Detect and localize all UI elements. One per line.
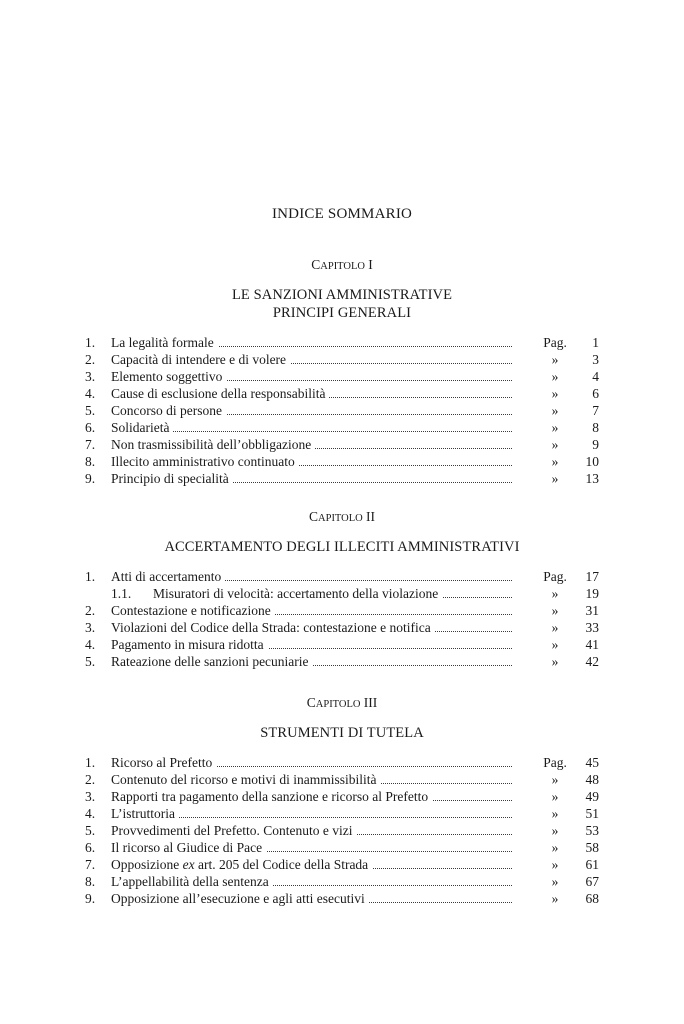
page-number: 61 [585,857,599,872]
page-number: 9 [592,437,599,452]
entry-title [111,857,372,872]
page-marker: » [551,772,559,787]
entry-title-emphasis: ex [182,857,195,872]
entry-title-text: La legalità formale [111,335,214,350]
toc-entry [85,653,599,670]
entry-text-wrap [111,822,512,839]
entry-title-text: Opposizione all’esecuzione e agli atti esecutivi [111,891,365,906]
entry-title [111,352,290,367]
entry-title-text: Contenuto del ricorso e motivi di inammissibilità [111,772,377,787]
page-number: 68 [585,891,599,906]
chapter-title: STRUMENTI DI TUTELA [260,725,424,741]
entry-number: 5. [85,654,96,669]
page-marker: » [551,603,559,618]
entry-text-wrap [111,602,512,619]
toc-entry [85,585,599,602]
page-number: 13 [585,471,599,486]
entry-title-text: Concorso di persone [111,403,222,418]
entry-number: 2. [85,603,96,618]
page-number: 53 [585,823,599,838]
page-marker: » [551,857,559,872]
toc-entry [85,385,599,402]
entry-text-wrap [111,839,512,856]
entry-title-text: Cause di esclusione della responsabilità [111,386,326,401]
entry-text-wrap [111,402,512,419]
toc-entry [85,771,599,788]
page-number: 17 [585,569,599,584]
entry-title [111,569,225,584]
entry-text-wrap [111,788,512,805]
entry-title-text: Capacità di intendere e di volere [111,352,287,367]
entry-title [111,620,435,635]
toc-entry [85,619,599,636]
entry-number: 3. [85,789,96,804]
entry-number: 3. [85,369,96,384]
entry-title-text: Pagamento in misura ridotta [111,637,264,652]
toc-entry [85,822,599,839]
entry-title-part: art. 205 del Codice della Strada [194,857,369,872]
page-number: 10 [585,454,599,469]
entry-title-text: Contestazione e notificazione [111,603,271,618]
toc-entry [85,856,599,873]
entry-text-wrap [111,856,512,873]
page-marker: » [551,789,559,804]
entry-text-wrap [111,619,512,636]
page-marker: Pag. [543,755,567,770]
page-marker: » [551,420,559,435]
entry-number: 8. [85,454,96,469]
page-marker: » [551,386,559,401]
entry-title [111,874,273,889]
entry-title-text: Rateazione delle sanzioni pecuniarie [111,654,309,669]
entry-text-wrap [111,453,512,470]
toc-entry [85,754,599,771]
entry-number: 7. [85,857,96,872]
entry-text-wrap [111,351,512,368]
entry-title [111,891,369,906]
entry-number: 1. [85,755,96,770]
page-number: 58 [585,840,599,855]
page-number: 7 [592,403,599,418]
entry-title [111,806,179,821]
toc-entry [85,636,599,653]
toc-entry [85,402,599,419]
page-marker: » [551,403,559,418]
entry-text-wrap [111,653,512,670]
entry-text-wrap [111,368,512,385]
entry-title-part: Opposizione [111,857,183,872]
entry-number: 4. [85,806,96,821]
toc-entry [85,453,599,470]
entry-number: 5. [85,403,96,418]
page-number: 51 [585,806,599,821]
page-number: 41 [585,637,599,652]
entry-title [111,586,442,601]
page-number: 8 [592,420,599,435]
page-number: 67 [585,874,599,889]
chapter-3 [85,694,599,907]
entry-title [111,840,266,855]
entry-title-text: Non trasmissibilità dell’obbligazione [111,437,312,452]
entry-title-text: Atti di accertamento [111,569,222,584]
toc-entry [85,436,599,453]
toc-entry [85,351,599,368]
toc-entry [85,568,599,585]
page-marker: » [551,620,559,635]
entry-title [111,369,226,384]
entry-number: 8. [85,874,96,889]
entry-text-wrap [111,385,512,402]
entry-title-text: Principio di specialità [111,471,229,486]
toc-entry [85,805,599,822]
entry-title-text: Ricorso al Prefetto [111,755,213,770]
entry-title [111,772,380,787]
entry-title-text: Illecito amministrativo continuato [111,454,295,469]
entry-list [85,334,599,487]
entry-title [111,471,233,486]
chapter-label: CAPITOLO II [309,509,375,524]
page-number: 49 [585,789,599,804]
page-marker: » [551,806,559,821]
toc-entry [85,873,599,890]
toc-entry [85,419,599,436]
entry-number: 7. [85,437,96,452]
entry-text-wrap [111,419,512,436]
entry-number: 4. [85,637,96,652]
page-marker: » [551,471,559,486]
page-marker: » [551,437,559,452]
entry-text-wrap [111,771,512,788]
page-number: 3 [592,352,599,367]
entry-title [111,823,356,838]
page-marker: » [551,654,559,669]
entry-number: 6. [85,420,96,435]
entry-title-text: Misuratori di velocità: accertamento della violazione [153,586,439,601]
page-marker: » [551,637,559,652]
entry-title-text: L’appellabilità della sentenza [111,874,269,889]
entry-number: 4. [85,386,96,401]
entry-number: 2. [85,772,96,787]
chapter-label: CAPITOLO I [311,257,373,272]
toc-entry [85,368,599,385]
page-number: 1 [592,335,599,350]
page-marker: » [551,586,559,601]
entry-number: 1. [85,569,96,584]
entry-title [111,386,329,401]
entry-title-text: Rapporti tra pagamento della sanzione e ricorso al Prefetto [111,789,429,804]
entry-title [111,403,226,418]
entry-number: 2. [85,352,96,367]
chapter-2 [85,508,599,670]
entry-number: 9. [85,891,96,906]
entry-title [111,603,275,618]
entry-text-wrap [111,754,512,771]
page-marker: » [551,454,559,469]
entry-text-wrap [111,873,512,890]
entry-subnumber: 1.1. [111,586,132,601]
page-marker: » [551,823,559,838]
entry-number: 3. [85,620,96,635]
page-title: INDICE SOMMARIO [271,206,413,222]
toc-entry [85,602,599,619]
entry-title [111,637,268,652]
entry-title-text: Violazioni del Codice della Strada: contestazione e notifica [111,620,431,635]
entry-list [85,754,599,907]
entry-title-text: L’istruttoria [111,806,175,821]
page-number: 33 [585,620,599,635]
chapter-title: LE SANZIONI AMMINISTRATIVE PRINCIPI GENERALI [231,287,453,321]
page-number: 19 [585,586,599,601]
entry-number: 5. [85,823,96,838]
entry-title-text: Solidarietà [111,420,170,435]
entry-text-wrap [111,636,512,653]
page-number: 31 [585,603,599,618]
entry-text-wrap [111,470,512,487]
entry-title-text: Elemento soggettivo [111,369,223,384]
entry-text-wrap [111,334,512,351]
page-number: 45 [585,755,599,770]
page-number: 48 [585,772,599,787]
entry-list [85,568,599,670]
toc-entry [85,334,599,351]
chapter-1 [85,256,599,487]
entry-title [111,437,315,452]
entry-text-wrap [111,890,512,907]
toc-entry [85,788,599,805]
entry-title [111,654,313,669]
entry-title [111,755,216,770]
chapter-label: CAPITOLO III [306,695,378,710]
page-number: 4 [592,369,599,384]
page-marker: Pag. [543,335,567,350]
page-number: 6 [592,386,599,401]
entry-text-wrap [111,568,512,585]
entry-title [111,420,173,435]
entry-text-wrap [111,585,512,602]
entry-title [111,789,432,804]
page-marker: » [551,840,559,855]
toc-entry [85,890,599,907]
entry-number: 1. [85,335,96,350]
entry-title-text: Provvedimenti del Prefetto. Contenuto e vizi [111,823,353,838]
page-marker: » [551,352,559,367]
page-marker: Pag. [543,569,567,584]
page-marker: » [551,891,559,906]
chapter-title: ACCERTAMENTO DEGLI ILLECITI AMMINISTRATIVI [164,539,520,555]
entry-number: 9. [85,471,96,486]
page-number: 42 [585,654,599,669]
entry-text-wrap [111,436,512,453]
entry-title-text: Il ricorso al Giudice di Pace [111,840,263,855]
entry-title [111,335,218,350]
page-marker: » [551,874,559,889]
entry-number: 6. [85,840,96,855]
toc-entry [85,839,599,856]
page-marker: » [551,369,559,384]
entry-title [111,454,299,469]
toc-entry [85,470,599,487]
entry-text-wrap [111,805,512,822]
